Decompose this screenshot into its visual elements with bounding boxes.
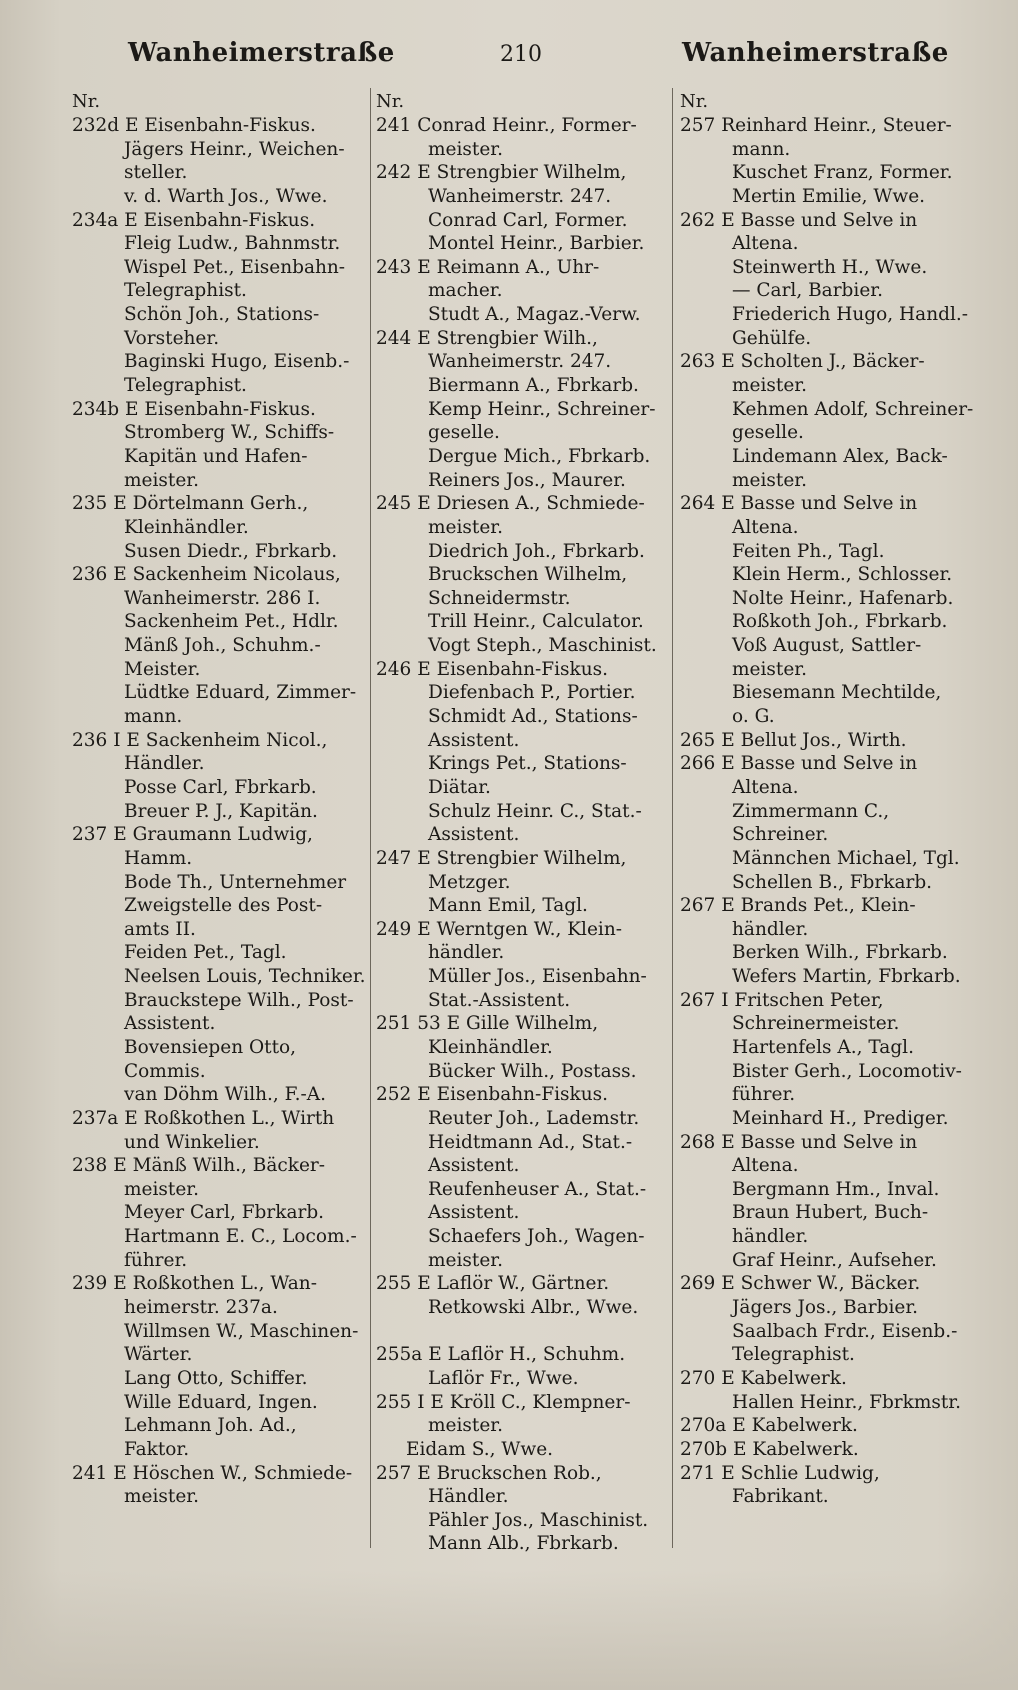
entry-house-line: 236 I E Sackenheim Nicol.,	[72, 729, 328, 751]
entry-house-line: 268 E Basse und Selve in	[680, 1131, 918, 1153]
entry-house-line: 255 I E Kröll C., Klempner-	[376, 1391, 631, 1413]
entry-house-line: 245 E Driesen A., Schmiede-	[376, 493, 645, 515]
entry-resident-line: Wanheimerstr. 286 I.	[124, 587, 321, 609]
entry-house-line: 255a E Laflör H., Schuhm.	[376, 1344, 626, 1366]
entry-house-line: 264 E Basse und Selve in	[680, 493, 918, 515]
entry-resident-line: Sackenheim Pet., Hdlr.	[124, 611, 339, 633]
entry-resident-line: Neelsen Louis, Techniker.	[124, 966, 366, 988]
entry-resident-line: Schreinermeister.	[732, 1013, 900, 1035]
entry-house-line: 236 E Sackenheim Nicolaus,	[72, 564, 341, 586]
entry-resident-line: Assistent.	[124, 1013, 216, 1035]
entry-resident-line: Stat.-Assistent.	[428, 989, 571, 1011]
entry-resident-line: meister.	[732, 658, 807, 680]
entry-resident-line: Montel Heinr., Barbier.	[428, 233, 645, 255]
entry-resident-line: Hallen Heinr., Fbrkmstr.	[732, 1391, 962, 1413]
entry-resident-line: steller.	[124, 162, 188, 184]
column-left	[72, 90, 368, 1560]
entry-resident-line: heimerstr. 237a.	[124, 1297, 278, 1319]
entry-resident-line: Wanheimerstr. 247.	[428, 351, 612, 373]
entry-resident-line: van Döhm Wilh., F.-A.	[124, 1084, 326, 1106]
entry-house-line: 270 E Kabelwerk.	[680, 1367, 847, 1389]
entry-resident-line: Mertin Emilie, Wwe.	[732, 185, 926, 207]
entry-resident-line: Altena.	[732, 516, 799, 538]
entry-resident-line: und Winkelier.	[124, 1131, 260, 1153]
page-bottom-margin	[0, 1570, 1018, 1690]
entry-resident-line: meister.	[124, 1178, 199, 1200]
entry-resident-line: führer.	[732, 1084, 796, 1106]
entry-resident-line: Schreiner.	[732, 824, 829, 846]
entry-resident-line: führer.	[124, 1249, 188, 1271]
entry-resident-line: Kleinhändler.	[124, 516, 249, 538]
column-divider	[672, 88, 673, 1548]
entry-resident-line: Commis.	[124, 1060, 206, 1082]
entry-resident-line: Roßkoth Joh., Fbrkarb.	[732, 611, 948, 633]
column-right	[680, 90, 974, 1560]
entry-house-line: 234a E Eisenbahn-Fiskus.	[72, 209, 316, 231]
running-title-right: Wanheimerstraße	[682, 38, 949, 68]
column-heading: Nr.	[376, 91, 405, 112]
entry-resident-line: Zweigstelle des Post-	[124, 895, 323, 917]
entry-house-line: 267 I Fritschen Peter,	[680, 989, 884, 1011]
entry-house-line: 265 E Bellut Jos., Wirth.	[680, 729, 907, 751]
entry-house-line: 242 E Strengbier Wilhelm,	[376, 162, 627, 184]
entry-house-line: 262 E Basse und Selve in	[680, 209, 918, 231]
entry-resident-line: Hartmann E. C., Locom.-	[124, 1226, 357, 1248]
entry-house-line: 255 E Laflör W., Gärtner.	[376, 1273, 610, 1295]
entry-resident-line: händler.	[732, 1226, 809, 1248]
entry-resident-line: meister.	[428, 1415, 503, 1437]
entry-resident-line: Lindemann Alex, Back-	[732, 445, 948, 467]
entry-house-line: 257 Reinhard Heinr., Steuer-	[680, 115, 952, 136]
entry-resident-line: Mann Emil, Tagl.	[428, 895, 588, 917]
entry-resident-line: Eidam S., Wwe.	[406, 1438, 554, 1460]
entry-resident-line: meister.	[428, 138, 503, 160]
entry-resident-line: Kleinhändler.	[428, 1036, 553, 1058]
entry-resident-line: Assistent.	[428, 824, 520, 846]
entry-house-line: 234b E Eisenbahn-Fiskus.	[72, 398, 316, 420]
page-header	[0, 38, 1018, 78]
entry-resident-line: händler.	[732, 918, 809, 940]
entry-resident-line: Nolte Heinr., Hafenarb.	[732, 587, 954, 609]
entry-house-line: 249 E Werntgen W., Klein-	[376, 918, 623, 940]
entry-resident-line: Braun Hubert, Buch-	[732, 1202, 929, 1224]
entry-house-line: 269 E Schwer W., Bäcker.	[680, 1273, 921, 1295]
entry-house-line: 271 E Schlie Ludwig,	[680, 1462, 880, 1484]
entry-resident-line: Altena.	[732, 1155, 799, 1177]
entry-resident-line: Schellen B., Fbrkarb.	[732, 871, 933, 893]
entry-resident-line: Lüdtke Eduard, Zimmer-	[124, 682, 357, 704]
entry-resident-line: Voß August, Sattler-	[732, 635, 922, 657]
entry-resident-line: Bergmann Hm., Inval.	[732, 1178, 940, 1200]
entry-house-line: 257 E Bruckschen Rob.,	[376, 1462, 602, 1484]
entry-resident-line: Reufenheuser A., Stat.-	[428, 1178, 647, 1200]
column-heading: Nr.	[72, 91, 101, 112]
entry-house-line: 243 E Reimann A., Uhr-	[376, 256, 600, 278]
entry-resident-line: Altena.	[732, 776, 799, 798]
entry-resident-line: Breuer P. J., Kapitän.	[124, 800, 318, 822]
entry-house-line: 246 E Eisenbahn-Fiskus.	[376, 658, 609, 680]
entry-house-line: 267 E Brands Pet., Klein-	[680, 895, 916, 917]
page-number: 210	[500, 42, 542, 67]
entry-resident-line: Baginski Hugo, Eisenb.-	[124, 351, 350, 373]
entry-resident-line: Diedrich Joh., Fbrkarb.	[428, 540, 645, 562]
entry-resident-line: Fleig Ludw., Bahnmstr.	[124, 233, 341, 255]
entry-resident-line: geselle.	[732, 422, 804, 444]
entry-resident-line: Bode Th., Unternehmer	[124, 871, 347, 893]
entry-resident-line: Mänß Joh., Schuhm.-	[124, 635, 321, 657]
entry-house-line: 235 E Dörtelmann Gerh.,	[72, 493, 309, 515]
entry-house-line: 237 E Graumann Ludwig,	[72, 824, 313, 846]
entry-resident-line: Feiden Pet., Tagl.	[124, 942, 287, 964]
entry-house-line: 241 E Höschen W., Schmiede-	[72, 1462, 353, 1484]
entry-house-line: 237a E Roßkothen L., Wirth	[72, 1107, 335, 1129]
entry-resident-line: Schulz Heinr. C., Stat.-	[428, 800, 642, 822]
entry-resident-line: Lang Otto, Schiffer.	[124, 1367, 308, 1389]
entry-resident-line: Bruckschen Wilhelm,	[428, 564, 628, 586]
entry-resident-line: Wefers Martin, Fbrkarb.	[732, 966, 961, 988]
entry-resident-line	[376, 1320, 668, 1344]
entry-resident-line: Biesemann Mechtilde,	[732, 682, 942, 704]
entry-resident-line: v. d. Warth Jos., Wwe.	[124, 185, 328, 207]
entry-resident-line: Feiten Ph., Tagl.	[732, 540, 885, 562]
entry-list	[376, 114, 668, 1556]
entry-house-line: 239 E Roßkothen L., Wan-	[72, 1273, 317, 1295]
entry-resident-line: Trill Heinr., Calculator.	[428, 611, 644, 633]
entry-resident-line: Mann Alb., Fbrkarb.	[428, 1533, 619, 1555]
entry-resident-line: Altena.	[732, 233, 799, 255]
entry-resident-line: meister.	[428, 1249, 503, 1271]
entry-resident-line: Lehmann Joh. Ad.,	[124, 1415, 297, 1437]
entry-resident-line: Schaefers Joh., Wagen-	[428, 1226, 645, 1248]
entry-house-line: 247 E Strengbier Wilhelm,	[376, 847, 627, 869]
entry-resident-line: Metzger.	[428, 871, 511, 893]
entry-list	[680, 114, 974, 1509]
entry-resident-line: o. G.	[732, 706, 775, 728]
entry-resident-line: Friederich Hugo, Handl.-	[732, 304, 969, 326]
entry-house-line: 251 53 E Gille Wilhelm,	[376, 1013, 599, 1035]
entry-resident-line: macher.	[428, 280, 503, 302]
entry-resident-line: Steinwerth H., Wwe.	[732, 256, 928, 278]
entry-resident-line: Jägers Heinr., Weichen-	[124, 138, 345, 160]
entry-resident-line: Händler.	[124, 753, 205, 775]
entry-resident-line: mann.	[732, 138, 791, 160]
column-middle	[376, 90, 668, 1560]
entry-resident-line: Müller Jos., Eisenbahn-	[428, 966, 647, 988]
entry-resident-line: meister.	[124, 469, 199, 491]
entry-resident-line: Meyer Carl, Fbrkarb.	[124, 1202, 325, 1224]
entry-resident-line: Faktor.	[124, 1438, 190, 1460]
entry-list	[72, 114, 368, 1509]
entry-resident-line: Bücker Wilh., Postass.	[428, 1060, 637, 1082]
entry-resident-line: Wärter.	[124, 1344, 193, 1366]
entry-resident-line: Pähler Jos., Maschinist.	[428, 1509, 649, 1531]
entry-resident-line: Fabrikant.	[732, 1486, 829, 1508]
entry-resident-line: Dergue Mich., Fbrkarb.	[428, 445, 651, 467]
entry-resident-line: Telegraphist.	[124, 280, 247, 302]
entry-resident-line: Hartenfels A., Tagl.	[732, 1036, 914, 1058]
entry-resident-line: Wille Eduard, Ingen.	[124, 1391, 318, 1413]
entry-resident-line: Graf Heinr., Aufseher.	[732, 1249, 937, 1271]
entry-resident-line: Biermann A., Fbrkarb.	[428, 375, 639, 397]
entry-resident-line: Diefenbach P., Portier.	[428, 682, 636, 704]
entry-resident-line: Retkowski Albr., Wwe.	[428, 1297, 639, 1319]
entry-resident-line: Reuter Joh., Lademstr.	[428, 1107, 640, 1129]
entry-house-line: 270b E Kabelwerk.	[680, 1438, 859, 1460]
entry-resident-line: Männchen Michael, Tgl.	[732, 847, 960, 869]
entry-resident-line: Saalbach Frdr., Eisenb.-	[732, 1320, 958, 1342]
entry-resident-line: Händler.	[428, 1486, 509, 1508]
entry-resident-line: Stromberg W., Schiffs-	[124, 422, 335, 444]
entry-resident-line: Telegraphist.	[732, 1344, 855, 1366]
entry-resident-line: Posse Carl, Fbrkarb.	[124, 776, 317, 798]
entry-resident-line: Wanheimerstr. 247.	[428, 185, 612, 207]
entry-resident-line: meister.	[732, 469, 807, 491]
entry-resident-line: Assistent.	[428, 1202, 520, 1224]
entry-resident-line: Klein Herm., Schlosser.	[732, 564, 953, 586]
entry-resident-line: Diätar.	[428, 776, 491, 798]
entry-resident-line: Conrad Carl, Former.	[428, 209, 628, 231]
entry-house-line: 238 E Mänß Wilh., Bäcker-	[72, 1155, 326, 1177]
column-heading: Nr.	[680, 91, 709, 112]
entry-house-line: 241 Conrad Heinr., Former-	[376, 115, 637, 136]
entry-resident-line: Jägers Jos., Barbier.	[732, 1297, 919, 1319]
entry-resident-line: — Carl, Barbier.	[732, 280, 883, 302]
entry-resident-line: meister.	[732, 375, 807, 397]
entry-resident-line: Meinhard H., Prediger.	[732, 1107, 949, 1129]
entry-resident-line: Vogt Steph., Maschinist.	[428, 635, 657, 657]
entry-resident-line: Schön Joh., Stations-	[124, 304, 320, 326]
entry-resident-line: mann.	[124, 706, 183, 728]
entry-resident-line: Kuschet Franz, Former.	[732, 162, 953, 184]
entry-resident-line: Studt A., Magaz.-Verw.	[428, 304, 641, 326]
entry-resident-line: meister.	[428, 516, 503, 538]
entry-resident-line: Kemp Heinr., Schreiner-	[428, 398, 656, 420]
entry-resident-line: Assistent.	[428, 1155, 520, 1177]
entry-house-line: 232d E Eisenbahn-Fiskus.	[72, 115, 316, 136]
entry-resident-line: Susen Diedr., Fbrkarb.	[124, 540, 338, 562]
entry-resident-line: Hamm.	[124, 847, 193, 869]
entry-resident-line: Kehmen Adolf, Schreiner-	[732, 398, 974, 420]
entry-resident-line: Brauckstepe Wilh., Post-	[124, 989, 354, 1011]
entry-house-line: 266 E Basse und Selve in	[680, 753, 918, 775]
entry-resident-line: Assistent.	[428, 729, 520, 751]
entry-resident-line: Bovensiepen Otto,	[124, 1036, 297, 1058]
entry-resident-line: Vorsteher.	[124, 327, 220, 349]
entry-resident-line: Schneidermstr.	[428, 587, 571, 609]
entry-resident-line: meister.	[124, 1486, 199, 1508]
entry-resident-line: Berken Wilh., Fbrkarb.	[732, 942, 948, 964]
entry-resident-line: händler.	[428, 942, 505, 964]
entry-resident-line: Telegraphist.	[124, 375, 247, 397]
entry-resident-line: Schmidt Ad., Stations-	[428, 706, 638, 728]
column-divider	[370, 88, 371, 1548]
entry-resident-line: Reiners Jos., Maurer.	[428, 469, 626, 491]
entry-resident-line: Bister Gerh., Locomotiv-	[732, 1060, 962, 1082]
entry-resident-line: Laflör Fr., Wwe.	[428, 1367, 579, 1389]
entry-resident-line: Meister.	[124, 658, 201, 680]
entry-resident-line: Kapitän und Hafen-	[124, 445, 308, 467]
entry-resident-line: geselle.	[428, 422, 500, 444]
entry-resident-line: Willmsen W., Maschinen-	[124, 1320, 359, 1342]
entry-resident-line: Krings Pet., Stations-	[428, 753, 627, 775]
entry-house-line: 252 E Eisenbahn-Fiskus.	[376, 1084, 609, 1106]
running-title-left: Wanheimerstraße	[128, 38, 395, 68]
entry-resident-line: Wispel Pet., Eisenbahn-	[124, 256, 346, 278]
entry-house-line: 263 E Scholten J., Bäcker-	[680, 351, 925, 373]
entry-house-line: 244 E Strengbier Wilh.,	[376, 327, 598, 349]
entry-resident-line: Heidtmann Ad., Stat.-	[428, 1131, 633, 1153]
entry-resident-line: amts II.	[124, 918, 196, 940]
entry-house-line: 270a E Kabelwerk.	[680, 1415, 858, 1437]
entry-resident-line: Zimmermann C.,	[732, 800, 890, 822]
entry-resident-line: Gehülfe.	[732, 327, 812, 349]
